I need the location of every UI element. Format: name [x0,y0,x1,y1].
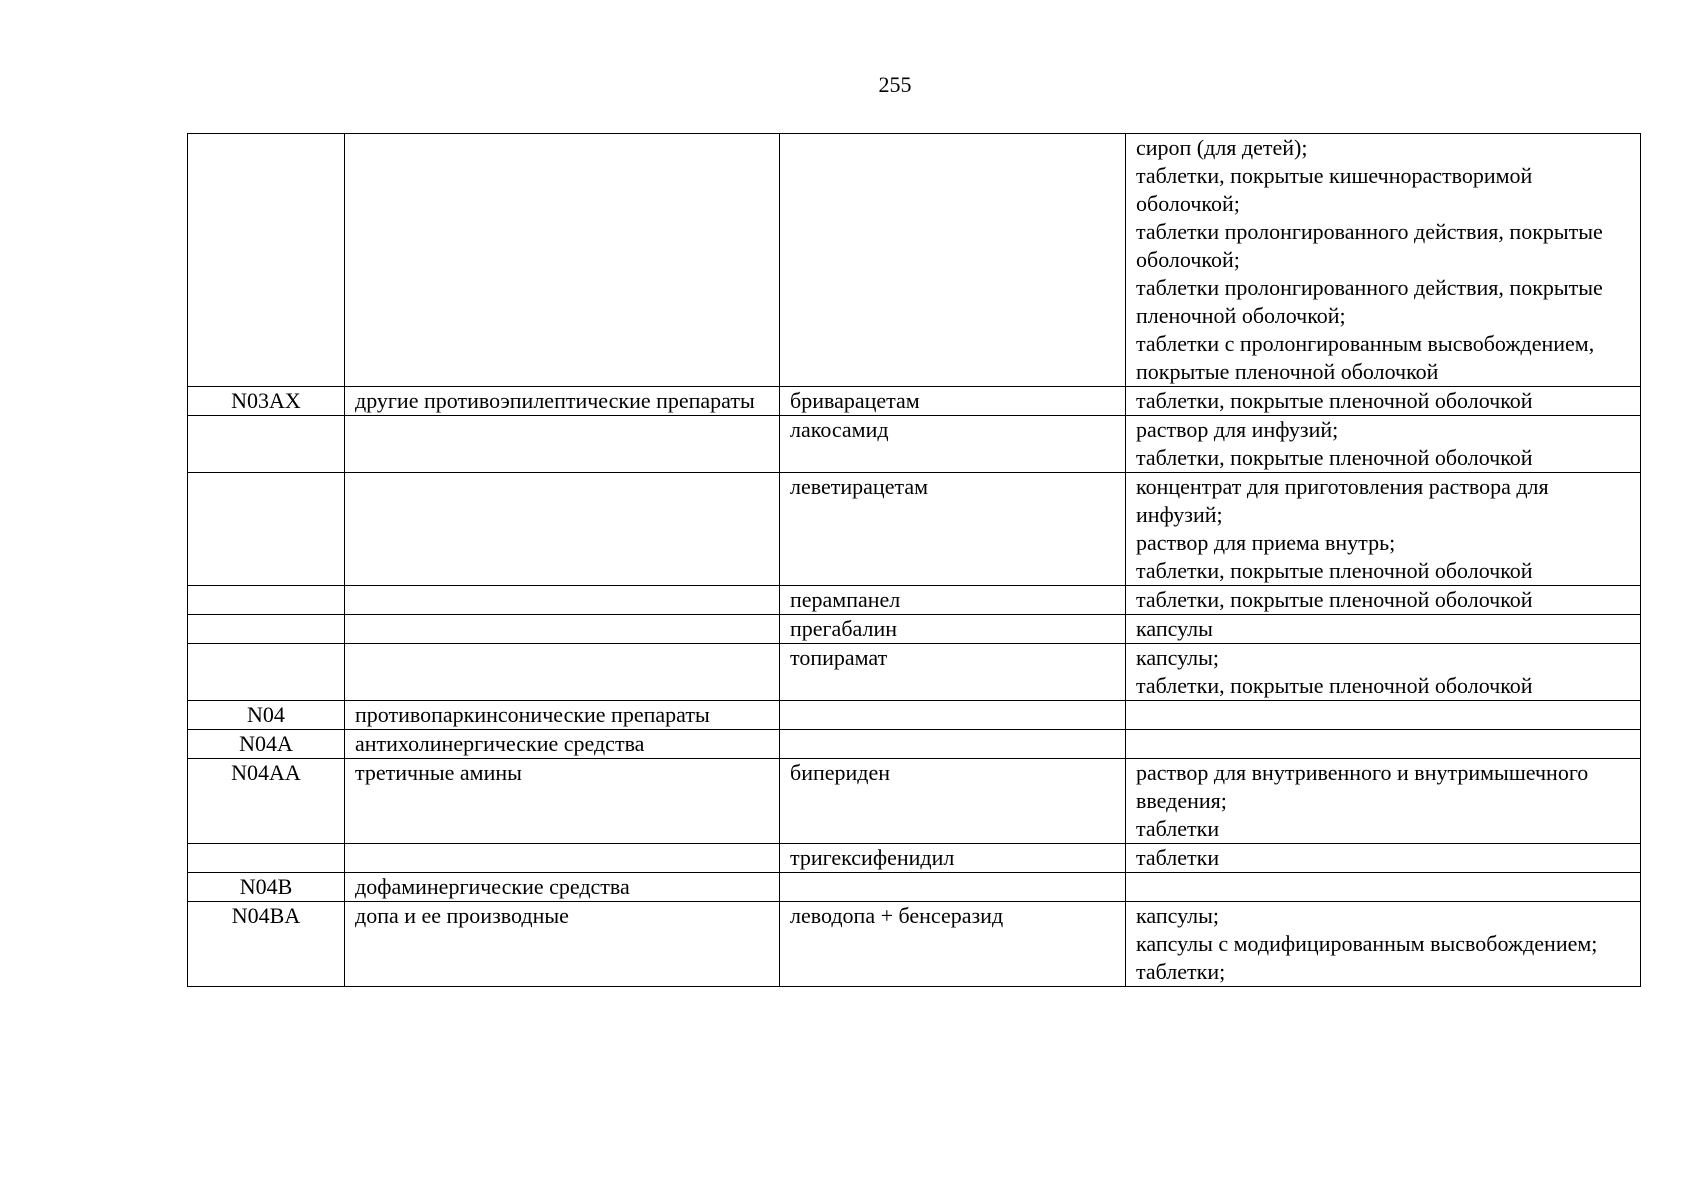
dosage-form: таблетки, покрытые пленочной оболочкой [1136,558,1533,583]
pharmacological-group-cell: антихолинергические средства [345,730,780,759]
drug-name-cell: прегабалин [780,615,1126,644]
table-row [188,416,1641,473]
dosage-form: раствор для внутривенного и внутримышечного введения; [1136,760,1589,813]
pharmacological-group-cell [345,615,780,644]
drug-name-cell: леветирацетам [780,473,1126,586]
dosage-form: таблетки [1136,816,1220,841]
dosage-forms-cell [1126,701,1641,730]
atc-code-cell [188,473,345,586]
dosage-form: таблетки пролонгированного действия, покрытые оболочкой; [1136,219,1603,272]
dosage-form: таблетки, покрытые кишечнорастворимой оболочкой; [1136,163,1533,216]
pharmacological-group-cell: другие противоэпилептические препараты [345,387,780,416]
dosage-form: таблетки [1136,845,1220,870]
drug-name-cell [780,873,1126,902]
table-row [188,586,1641,615]
dosage-forms-cell [1126,844,1641,873]
dosage-form: раствор для приема внутрь; [1136,530,1396,555]
drug-name-cell [780,134,1126,387]
atc-code-cell: N03AX [188,387,345,416]
drug-name-cell: бипериден [780,759,1126,844]
dosage-form: таблетки, покрытые пленочной оболочкой [1136,445,1533,470]
dosage-forms-cell [1126,416,1641,473]
drug-name-cell: леводопа + бенсеразид [780,902,1126,987]
dosage-forms-cell [1126,473,1641,586]
dosage-form: таблетки, покрытые пленочной оболочкой [1136,388,1533,413]
table-row [188,730,1641,759]
table-row [188,615,1641,644]
pharmacological-group-cell [345,473,780,586]
dosage-form: капсулы; [1136,645,1219,670]
drug-name-cell [780,730,1126,759]
pharmacological-group-cell: противопаркинсонические препараты [345,701,780,730]
table-row [188,759,1641,844]
pharmacological-group-cell [345,644,780,701]
atc-code-cell [188,844,345,873]
dosage-form: таблетки пролонгированного действия, покрытые пленочной оболочкой; [1136,275,1603,328]
drug-name-cell: перампанел [780,586,1126,615]
pharmacological-group-cell [345,416,780,473]
dosage-forms-cell [1126,873,1641,902]
table-row [188,134,1641,387]
dosage-forms-cell [1126,586,1641,615]
table-row [188,902,1641,987]
atc-code-cell [188,134,345,387]
table-row [188,644,1641,701]
atc-code-cell [188,416,345,473]
atc-code-cell: N04AA [188,759,345,844]
atc-code-cell: N04A [188,730,345,759]
atc-code-cell: N04BA [188,902,345,987]
drug-name-cell: тригексифенидил [780,844,1126,873]
dosage-form: таблетки, покрытые пленочной оболочкой [1136,587,1533,612]
dosage-forms-cell [1126,759,1641,844]
dosage-form: таблетки с пролонгированным высвобождением, покрытые пленочной оболочкой [1136,331,1595,384]
pharmacological-group-cell: третичные амины [345,759,780,844]
drug-name-cell: лакосамид [780,416,1126,473]
table-row [188,473,1641,586]
dosage-form: капсулы с модифицированным высвобождением; [1136,931,1598,956]
atc-code-cell [188,644,345,701]
drug-name-cell [780,701,1126,730]
pharmacological-group-cell: дофаминергические средства [345,873,780,902]
table-body [188,134,1641,987]
dosage-form: таблетки; [1136,959,1226,984]
dosage-form: сироп (для детей); [1136,135,1308,160]
dosage-forms-cell [1126,644,1641,701]
dosage-form: таблетки, покрытые пленочной оболочкой [1136,673,1533,698]
pharmacological-group-cell [345,134,780,387]
atc-code-cell: N04 [188,701,345,730]
dosage-form: раствор для инфузий; [1136,417,1339,442]
dosage-forms-cell [1126,387,1641,416]
table-row [188,387,1641,416]
drug-name-cell: бриварацетам [780,387,1126,416]
dosage-forms-cell [1126,615,1641,644]
dosage-forms-cell [1126,730,1641,759]
pharmacological-group-cell [345,844,780,873]
pharmacological-group-cell: допа и ее производные [345,902,780,987]
dosage-forms-cell [1126,134,1641,387]
drug-name-cell: топирамат [780,644,1126,701]
atc-code-cell [188,586,345,615]
atc-code-cell [188,615,345,644]
dosage-form: капсулы [1136,616,1213,641]
dosage-form: капсулы; [1136,903,1219,928]
table-row [188,701,1641,730]
atc-code-cell: N04B [188,873,345,902]
dosage-form: концентрат для приготовления раствора для инфузий; [1136,474,1549,527]
dosage-forms-cell [1126,902,1641,987]
pharmacological-group-cell [345,586,780,615]
table-row [188,844,1641,873]
page-number: 255 [878,72,912,97]
table-row [188,873,1641,902]
drug-table [187,133,1641,987]
